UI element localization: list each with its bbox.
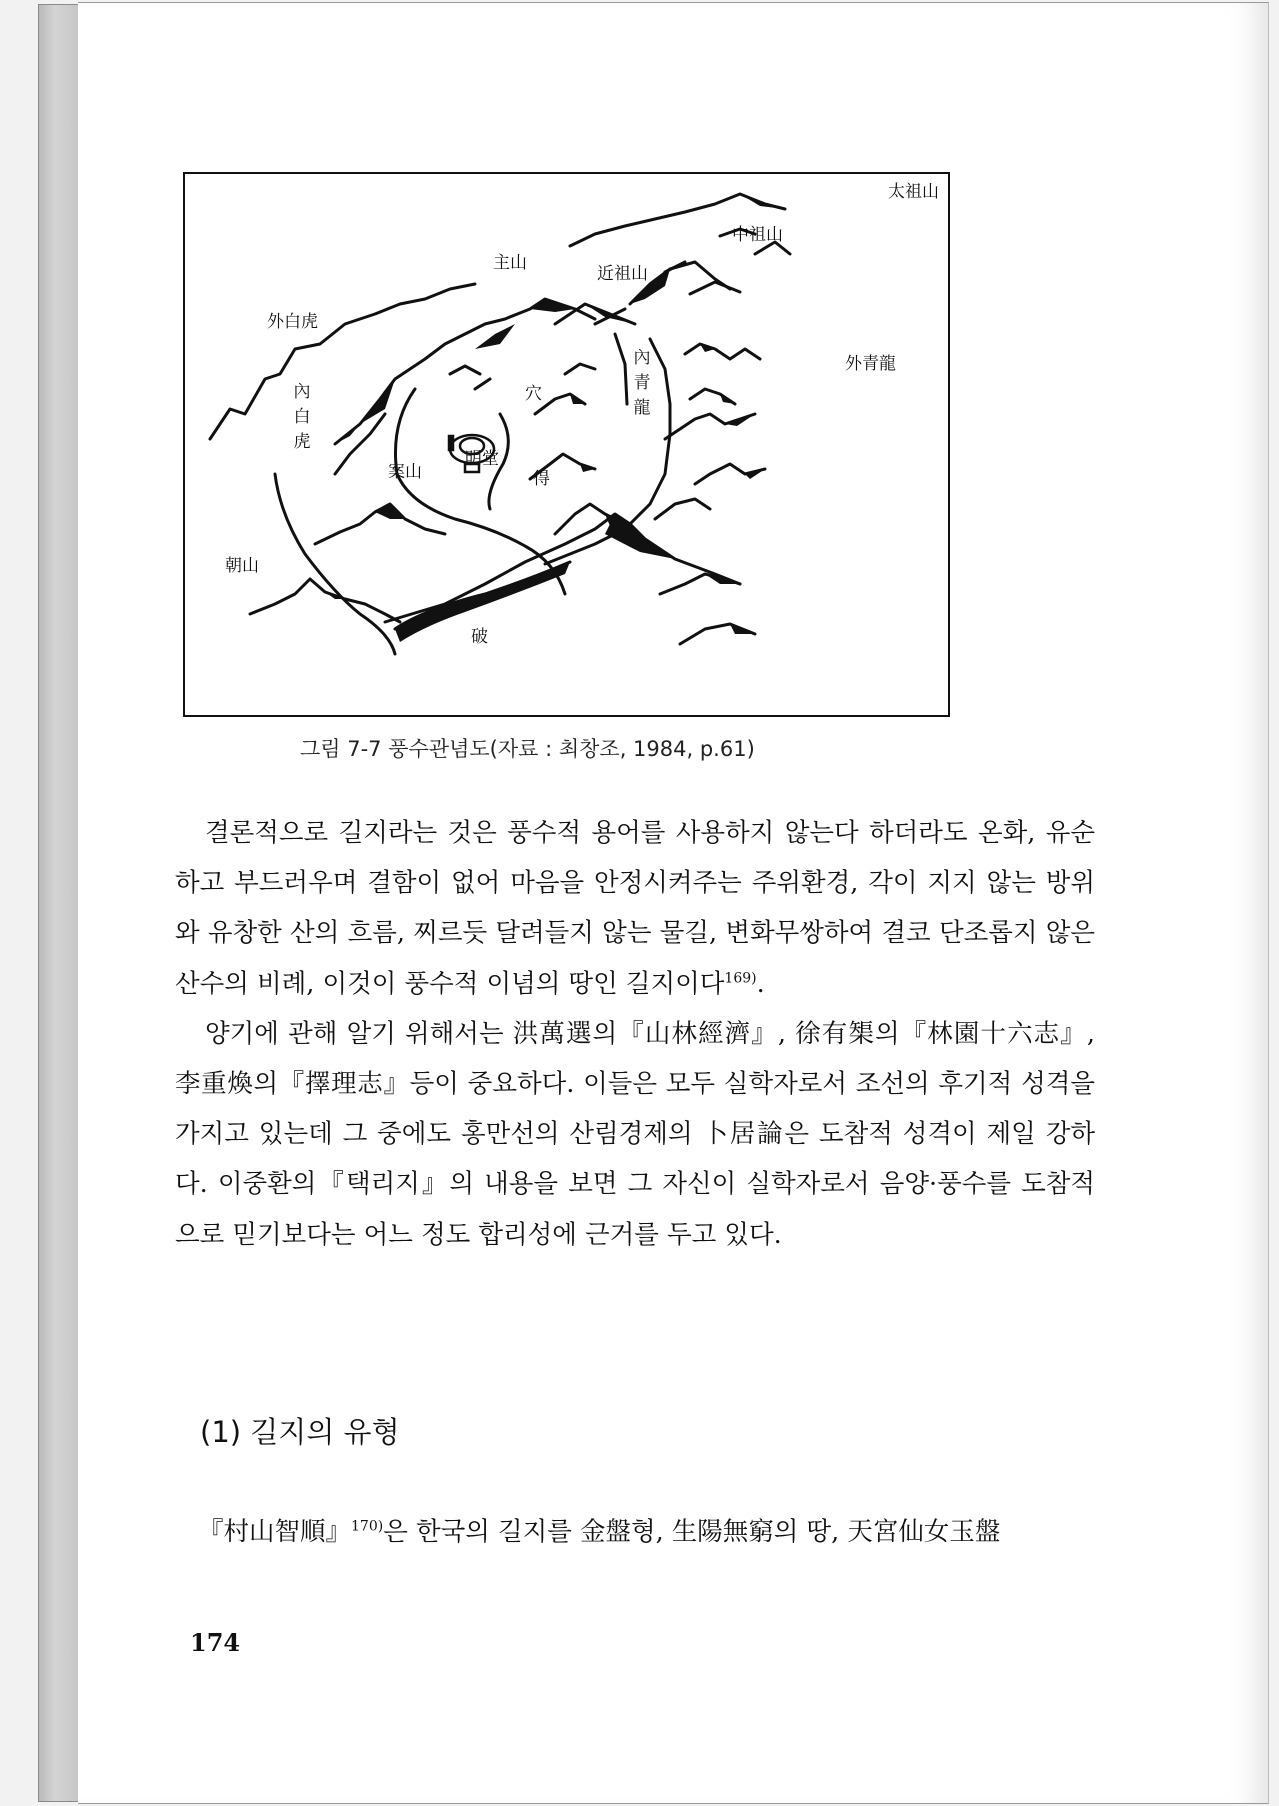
label-deuk: 得 — [533, 469, 550, 489]
label-geunjosan: 近祖山 — [597, 264, 648, 284]
paragraph-2: 양기에 관해 알기 위해서는 洪萬選의『山林經濟』, 徐有榘의『林園十六志』, 李重煥의『擇理志』등이 중요하다. 이들은 모두 실학자로서 조선의 후기적 성격을 가지고 있는데 그 중에도 홍만선의 산림경제의 卜居論은 도참적 성격이 제일 강하다. 이중환의『택리지』의 내용을 보면 그 자신이 실학자로서 음양·풍수를 도참적으로 믿기보다는 어느 정도 합리성에 근거를 두고 있다. — [175, 1018, 1095, 1250]
section-heading: (1) 길지의 유형 — [200, 1415, 400, 1449]
label-josan: 朝山 — [225, 556, 259, 576]
label-oebaekho: 外白虎 — [267, 312, 318, 332]
label-taejosan: 太祖山 — [888, 182, 939, 202]
footnote-ref-169[interactable]: 169) — [724, 970, 757, 987]
label-ansan: 案山 — [388, 462, 422, 482]
label-hyeol: 穴 — [525, 384, 542, 404]
label-pa: 破 — [471, 627, 488, 647]
paragraph-3: 『村山智順』$^{170)}$은 한국의 길지를 金盤형, 生陽無窮의 땅, 天宮仙女玉盤 — [198, 1517, 1001, 1547]
figure-caption: 그림 7-7 풍수관념도(자료 : 최창조, 1984, p.61) — [300, 737, 755, 761]
label-naecheongryong: 內 青 龍 — [633, 348, 651, 418]
paragraph-1: 결론적으로 길지라는 것은 풍수적 용어를 사용하지 않는다 하더라도 온화, 유순하고 부드러우며 결함이 없어 마음을 안정시켜주는 주위환경, 각이 지지 않는 방위와 유창한 산의 흐름, 찌르듯 달려들지 않는 물길, 변화무쌍하여 결코 단조롭지 않은 산수의 비례, 이것이 풍수적 이념의 땅인 길지이다$^{169)}$. — [175, 818, 1095, 999]
label-myeongdang: 明堂 — [465, 449, 499, 469]
label-jungjosan: 中祖山 — [732, 225, 783, 245]
fengshui-diagram — [183, 172, 950, 717]
page-number: 174 — [190, 1628, 241, 1657]
label-naebaekho: 內 白 虎 — [293, 382, 311, 452]
body-text — [175, 808, 1095, 1260]
footnote-ref-170[interactable]: 170) — [351, 1518, 384, 1535]
book-spine — [38, 4, 80, 1802]
label-oecheongryong: 外青龍 — [845, 354, 896, 374]
label-jusan: 主山 — [493, 253, 527, 273]
